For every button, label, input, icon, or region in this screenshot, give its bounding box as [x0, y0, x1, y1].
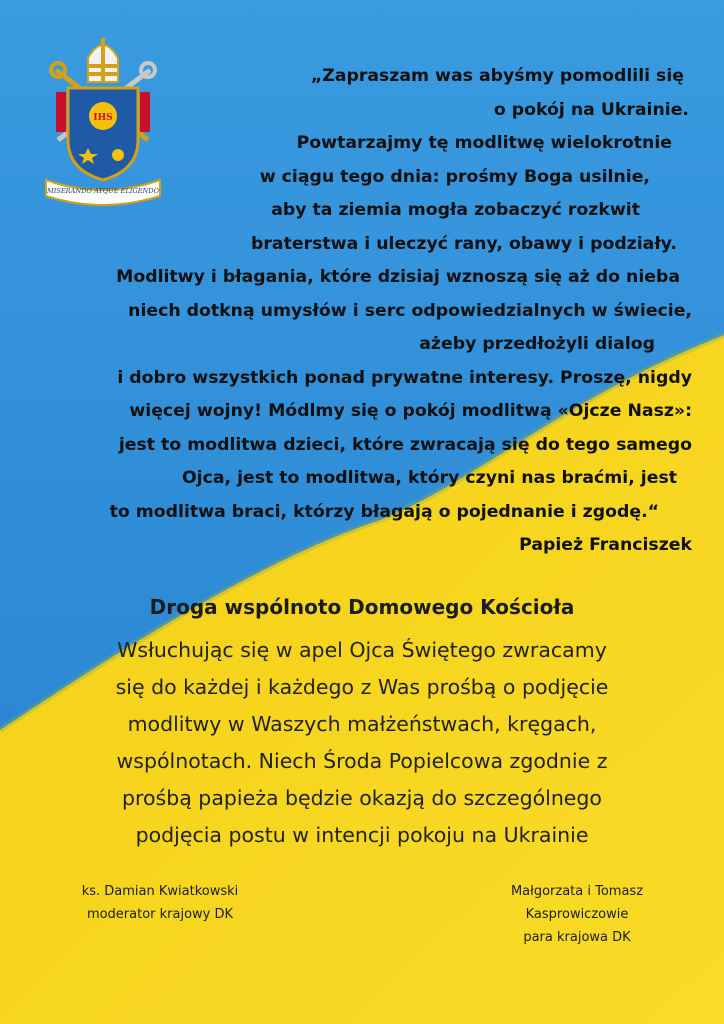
quote-line: braterstwa i uleczyć rany, obawy i podziały.	[251, 233, 677, 254]
quote-line: jest to modlitwa dzieci, które zwracają się do tego samego	[118, 434, 692, 455]
appeal-title: Droga wspólnoto Domowego Kościoła	[149, 595, 575, 619]
quote-line: „Zapraszam was abyśmy pomodlili się	[310, 66, 684, 86]
appeal-line: podjęcia postu w intencji pokoju na Ukrainie	[135, 823, 589, 847]
signature-name: ks. Damian Kwiatkowski	[81, 884, 239, 899]
signature-name: Kasprowiczowie	[525, 907, 629, 922]
appeal-line: wspólnotach. Niech Środa Popielcowa zgodnie z	[116, 749, 608, 773]
appeal-line: się do każdej i każdego z Was prośbą o podjęcie	[115, 675, 609, 699]
signature-role: moderator krajowy DK	[86, 907, 234, 922]
quote-line: w ciągu tego dnia: prośmy Boga usilnie,	[259, 166, 650, 187]
signature-moderator	[40, 880, 280, 926]
quote-line: o pokój na Ukrainie.	[493, 99, 689, 120]
quote-line: aby ta ziemia mogła zobaczyć rozkwit	[271, 200, 640, 220]
signature-couple	[462, 880, 692, 949]
quote-line: Ojca, jest to modlitwa, który czyni nas braćmi, jest	[181, 468, 677, 488]
signature-name: Małgorzata i Tomasz	[510, 884, 644, 899]
quote-line: ażeby przedłożyli dialog	[419, 334, 655, 354]
motto-text: MISERANDO ATQUE ELIGENDO	[47, 187, 159, 195]
signature-role: para krajowa DK	[523, 930, 631, 945]
quote-line: więcej wojny! Módlmy się o pokój modlitwą «Ojcze Nasz»:	[129, 401, 692, 421]
quote-author: Papież Franciszek	[519, 535, 692, 555]
ihs-monogram: IHS	[93, 113, 113, 123]
pope-quote	[20, 60, 692, 563]
appeal-line: prośbą papieża będzie okazją do szczególnego	[122, 786, 602, 810]
quote-line: to modlitwa braci, którzy błagają o pojednanie i zgodę.“	[109, 501, 659, 522]
appeal-body	[20, 632, 704, 854]
quote-line: i dobro wszystkich ponad prywatne interesy. Proszę, nigdy	[117, 367, 692, 388]
appeal-line: modlitwy w Waszych małżeństwach, kręgach,	[127, 712, 597, 736]
quote-line: Powtarzajmy tę modlitwę wielokrotnie	[296, 133, 672, 153]
appeal-line: Wsłuchując się w apel Ojca Świętego zwracamy	[117, 638, 607, 662]
quote-line: niech dotkną umysłów i serc odpowiedzialnych w świecie,	[128, 300, 692, 321]
quote-line: Modlitwy i błagania, które dzisiaj wznoszą się aż do nieba	[116, 267, 680, 287]
